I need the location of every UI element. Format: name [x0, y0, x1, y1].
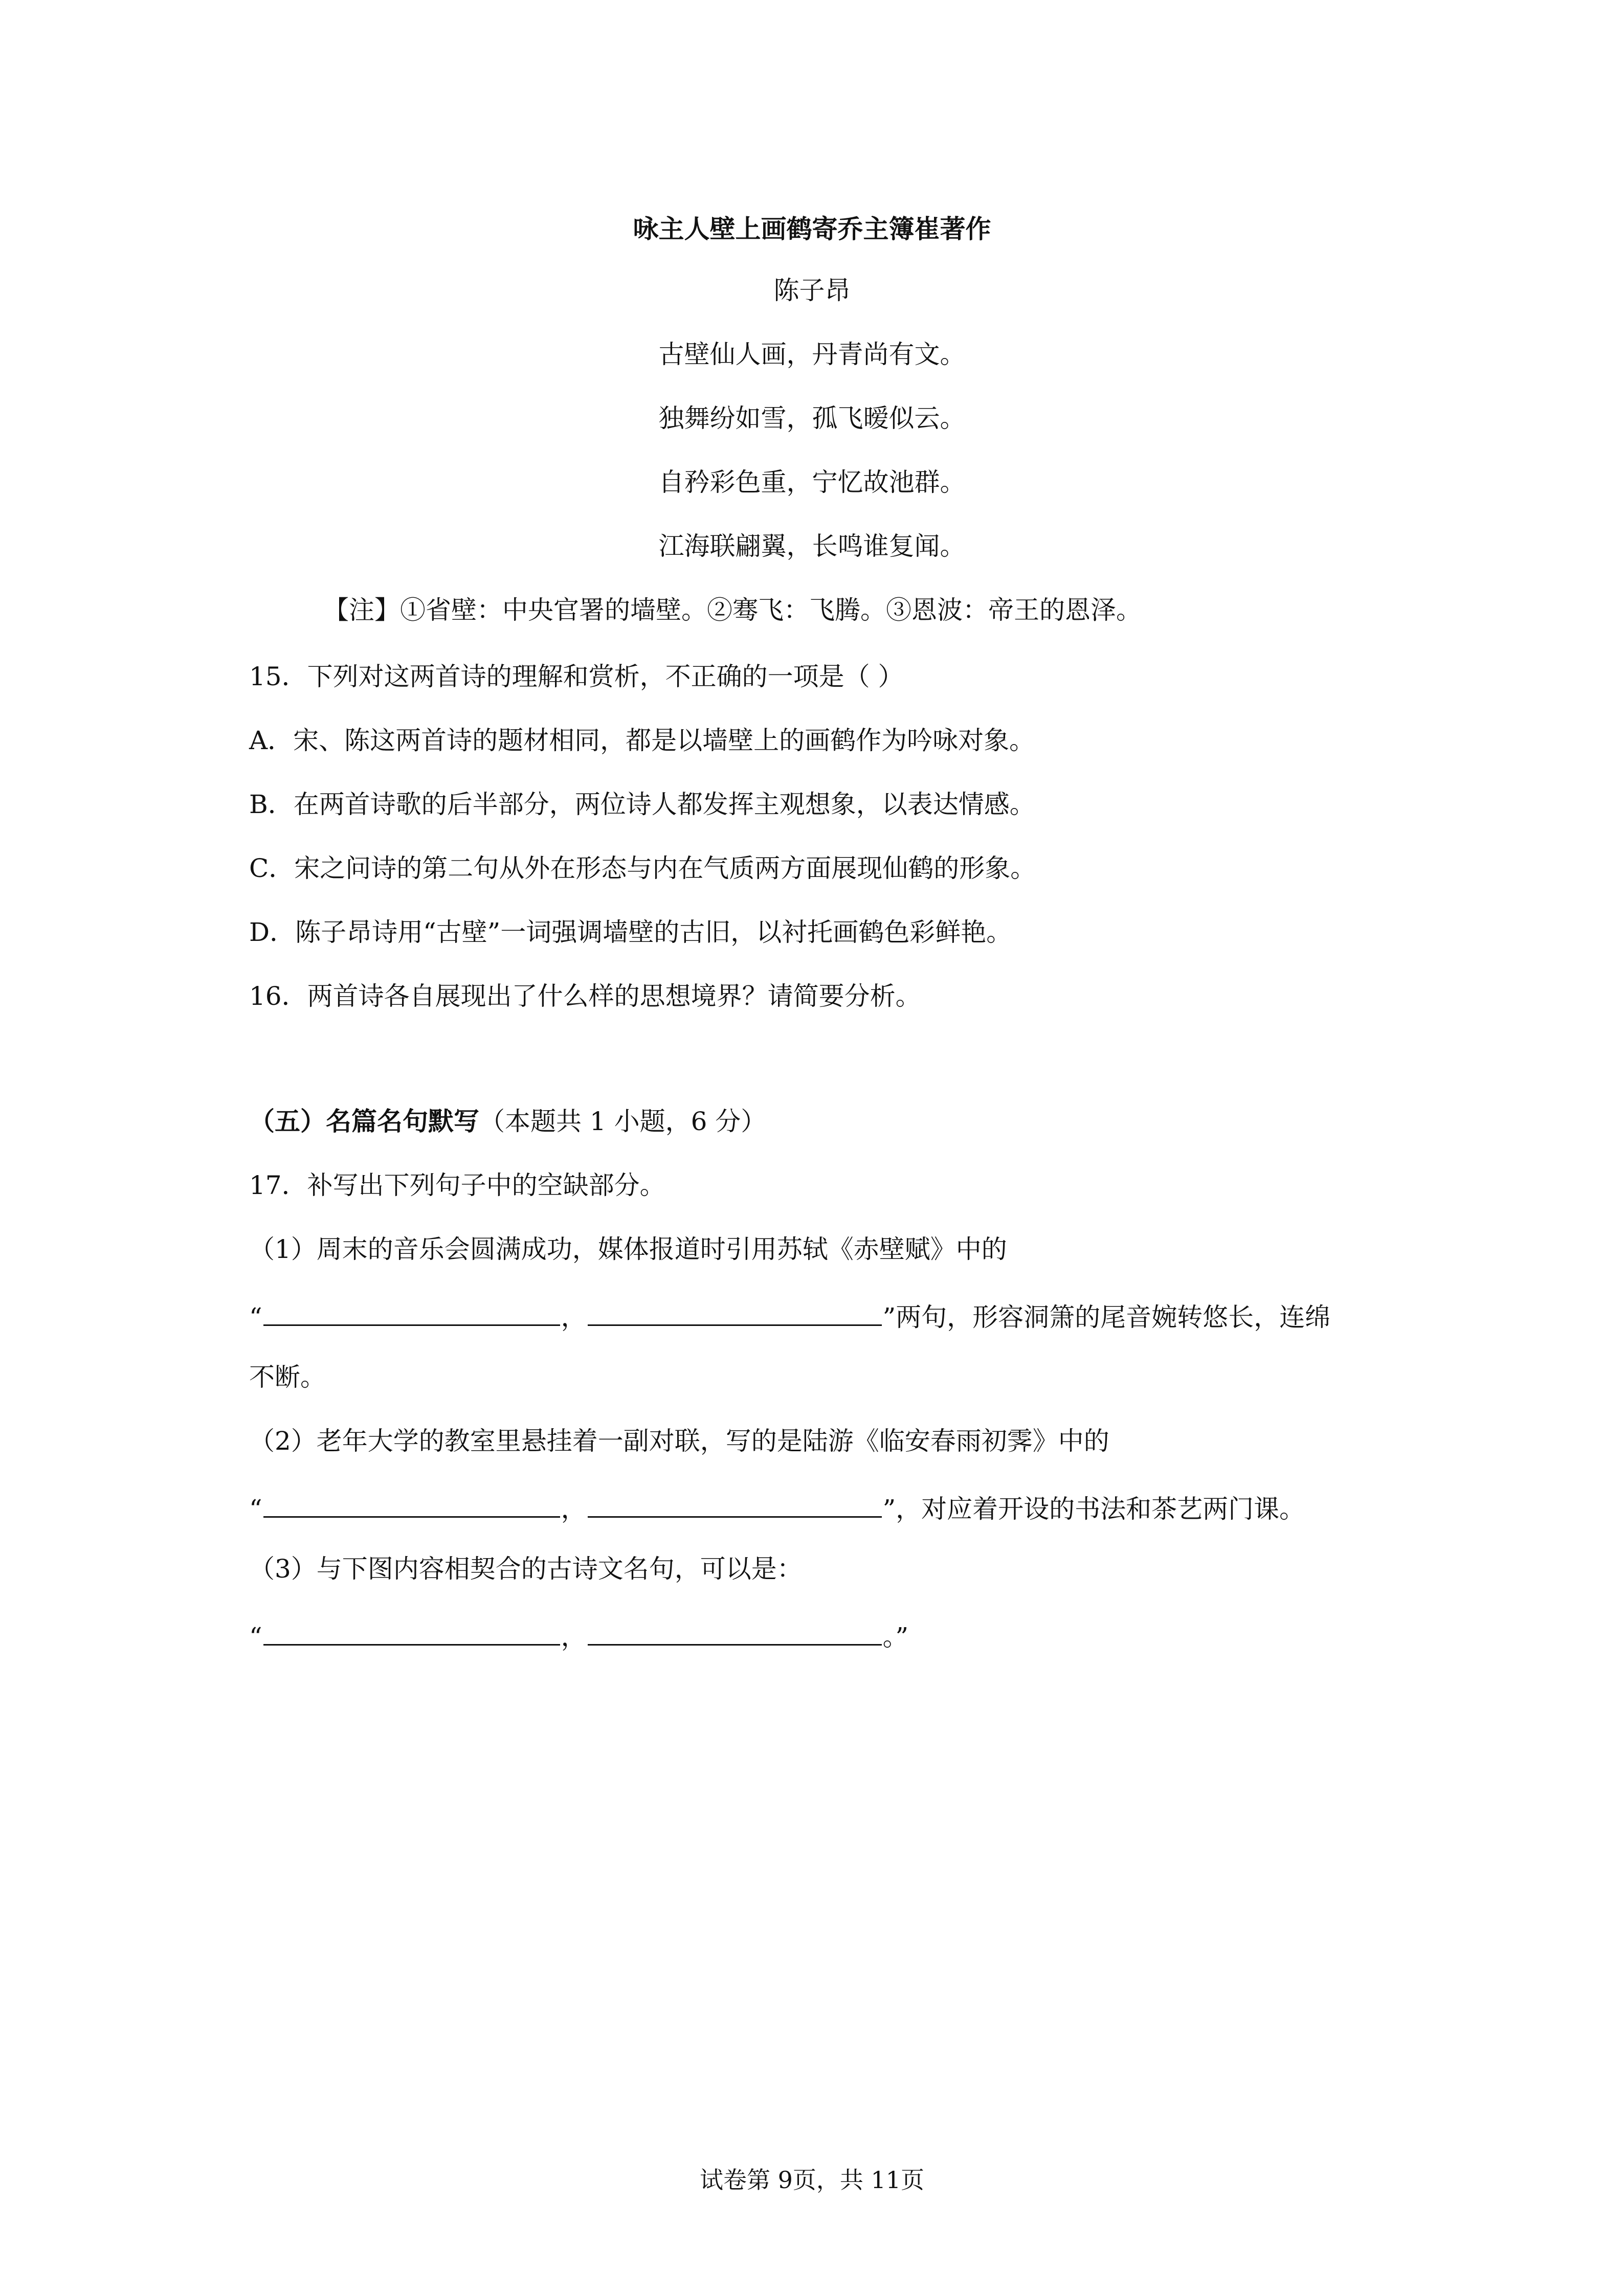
q17-p2-open-quote: “ [249, 1494, 262, 1524]
q17-p1-intro: （1）周末的音乐会圆满成功，媒体报道时引用苏轼《赤壁赋》中的 [249, 1234, 1007, 1264]
q17-p1-tail: ”两句，形容洞箫的尾音婉转悠长，连绵 [882, 1302, 1331, 1332]
q17-p2-tail: ”，对应着开设的书法和茶艺两门课。 [882, 1494, 1305, 1524]
section5-heading-title: （五）名篇名句默写 [249, 1106, 479, 1136]
page-footer: 试卷第 9页，共 11页 [699, 2166, 925, 2194]
q17-p2-blank-2[interactable] [588, 1490, 882, 1518]
q16-stem: 16．两首诗各自展现出了什么样的思想境界？请简要分析。 [249, 981, 921, 1011]
poem-line-2: 独舞纷如雪，孤飞暧似云。 [658, 403, 966, 433]
q15-option-a: A．宋、陈这两首诗的题材相同，都是以墙壁上的画鹤作为吟咏对象。 [249, 726, 1035, 755]
poem-author: 陈子昂 [773, 276, 851, 305]
q17-p3-intro: （3）与下图内容相契合的古诗文名句，可以是： [249, 1554, 803, 1584]
q17-p1-open-quote: “ [249, 1302, 262, 1332]
q17-p1-comma: ， [561, 1302, 587, 1332]
q17-p3-blank-2[interactable] [588, 1617, 882, 1646]
poem-note: 【注】①省壁：中央官署的墙壁。②骞飞：飞腾。③恩波：帝王的恩泽。 [323, 595, 1142, 625]
q17-p1-tail2: 不断。 [249, 1362, 326, 1392]
poem-line-4: 江海联翩翼，长鸣谁复闻。 [658, 531, 966, 561]
poem-title: 咏主人壁上画鹤寄乔主簿崔著作 [633, 214, 991, 244]
q17-p2-comma: ， [561, 1494, 587, 1524]
q15-option-d: D．陈子昂诗用“古壁”一词强调墙壁的古旧，以衬托画鹤色彩鲜艳。 [249, 917, 1012, 947]
q17-p1-blank-2[interactable] [588, 1298, 882, 1326]
q17-p3-blank-1[interactable] [263, 1617, 560, 1646]
q17-p3-tail: 。” [882, 1622, 909, 1652]
q17-p2-answer-line [249, 1490, 1305, 1524]
q15-stem: 15．下列对这两首诗的理解和赏析，不正确的一项是（ ） [249, 662, 904, 691]
q17-p1-answer-line [249, 1298, 1330, 1333]
q15-option-c: C．宋之问诗的第二句从外在形态与内在气质两方面展现仙鹤的形象。 [249, 853, 1036, 883]
q17-p3-comma: ， [561, 1622, 587, 1652]
section5-heading [249, 1106, 766, 1137]
poem-line-1: 古壁仙人画，丹青尚有文。 [658, 340, 966, 369]
q17-stem: 17．补写出下列句子中的空缺部分。 [249, 1170, 665, 1200]
poem-line-3: 自矜彩色重，宁忆故池群。 [658, 467, 966, 497]
q17-p3-open-quote: “ [249, 1622, 262, 1652]
section5-heading-info: （本题共 1 小题，6 分） [479, 1107, 767, 1136]
q17-p2-blank-1[interactable] [263, 1490, 560, 1518]
q17-p2-intro: （2）老年大学的教室里悬挂着一副对联，写的是陆游《临安春雨初霁》中的 [249, 1426, 1109, 1456]
q17-p1-blank-1[interactable] [263, 1298, 560, 1326]
q15-option-b: B．在两首诗歌的后半部分，两位诗人都发挥主观想象，以表达情感。 [249, 790, 1035, 819]
q17-p3-answer-line [249, 1617, 908, 1652]
